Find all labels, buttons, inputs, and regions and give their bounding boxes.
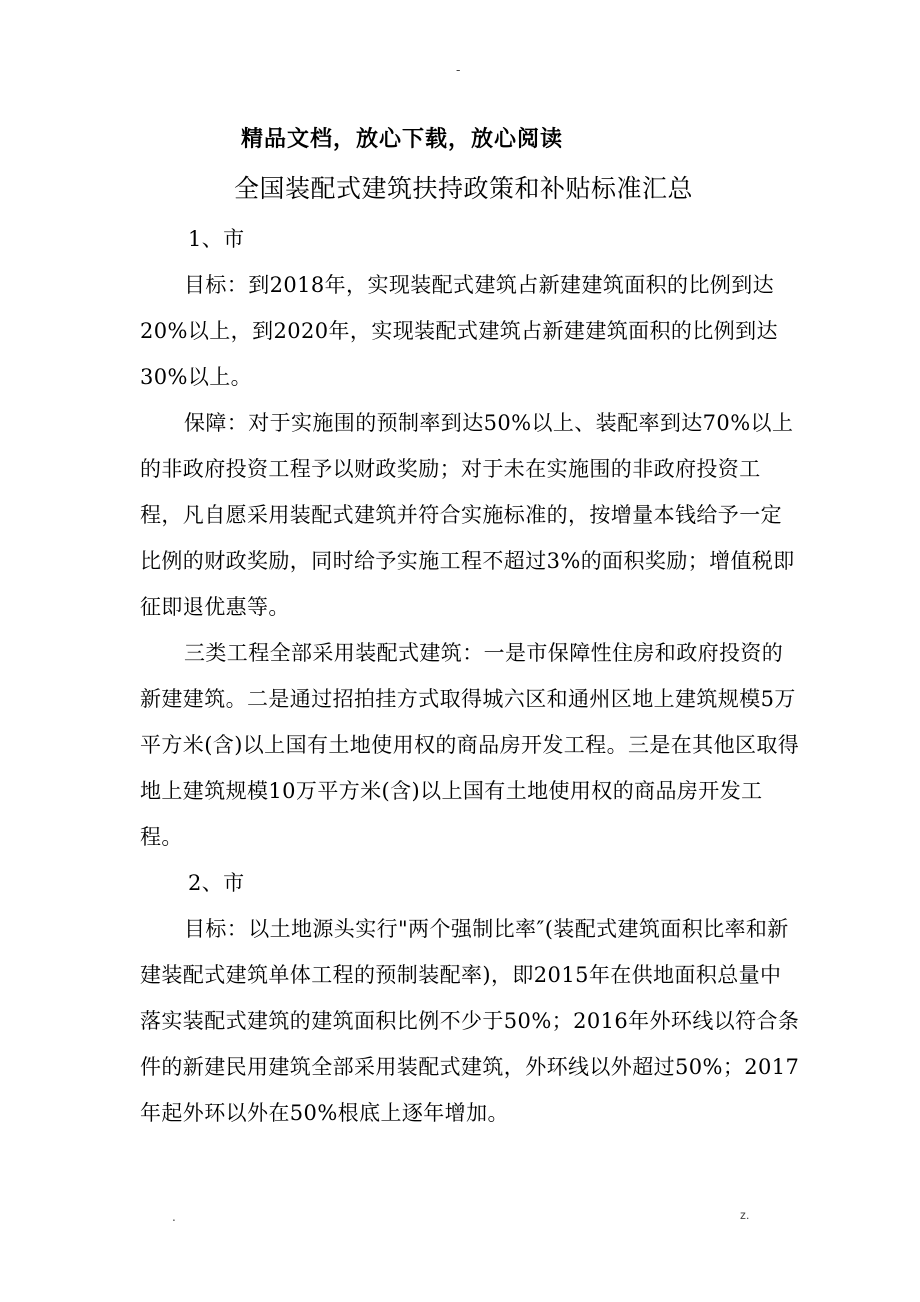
header-mark: -	[456, 63, 461, 78]
footer-right-mark: z.	[740, 1208, 750, 1222]
document-body	[140, 216, 800, 1136]
document-title: 全国装配式建筑扶持政策和补贴标准汇总	[234, 174, 694, 203]
footer-left-mark: .	[172, 1210, 176, 1224]
paragraph: 目标：以土地源头实行"两个强制比率″(装配式建筑面积比率和新建装配式建筑单体工程的预制装配率)，即2015年在供地面积总量中落实装配式建筑的建筑面积比例不少于50%；2016年外环线以符合条件的新建民用建筑全部采用装配式建筑，外环线以外超过50%；2017年起外环以外在50%根底上逐年增加。	[140, 917, 800, 1125]
paragraph: 三类工程全部采用装配式建筑：一是市保障性住房和政府投资的新建建筑。二是通过招拍挂方式取得城六区和通州区地上建筑规模5万平方米(含)以上国有土地使用权的商品房开发工程。三是在其他区取得地上建筑规模10万平方米(含)以上国有土地使用权的商品房开发工程。	[140, 641, 800, 849]
section-heading: 1、市	[188, 227, 245, 251]
paragraph: 保障：对于实施围的预制率到达50%以上、装配率到达70%以上的非政府投资工程予以财政奖励；对于未在实施围的非政府投资工程，凡自愿采用装配式建筑并符合实施标准的，按增量本钱给予一定比例的财政奖励，同时给予实施工程不超过3%的面积奖励；增值税即征即退优惠等。	[140, 411, 795, 619]
paragraph: 目标：到2018年，实现装配式建筑占新建建筑面积的比例到达20%以上，到2020年，实现装配式建筑占新建建筑面积的比例到达30%以上。	[140, 273, 778, 389]
section-heading: 2、市	[188, 871, 245, 895]
banner-text: 精品文档，放心下载，放心阅读	[241, 126, 564, 152]
